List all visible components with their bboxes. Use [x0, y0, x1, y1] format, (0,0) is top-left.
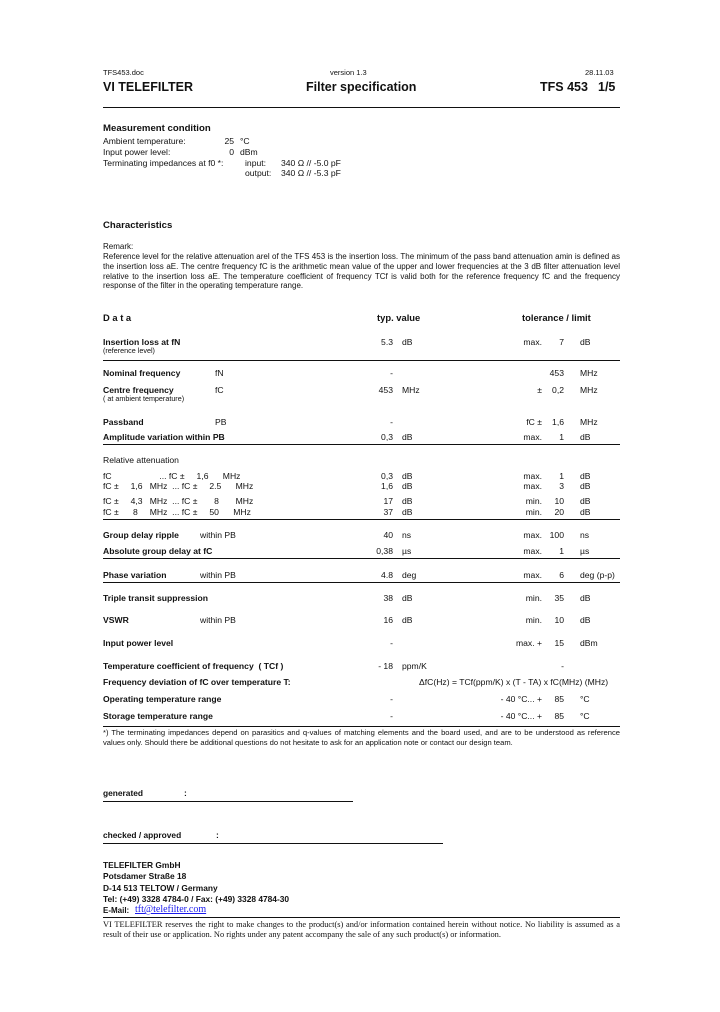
row-typ-value: 453 — [378, 385, 393, 395]
ambient-unit: °C — [240, 136, 250, 146]
row-sublabel: (reference level) — [103, 346, 155, 355]
checked-label: checked / approved — [103, 830, 182, 840]
generated-signature-line — [103, 801, 353, 802]
row-tol-unit: µs — [580, 546, 590, 556]
email-link[interactable]: tft@telefilter.com — [135, 904, 207, 915]
row-tol-unit: dB — [580, 481, 591, 491]
row-tol-value: 15 — [554, 638, 564, 648]
row-tol-value: 7 — [559, 337, 564, 347]
impedance-input-value: 340 Ω // -5.0 pF — [281, 158, 341, 168]
row-typ-value: - 18 — [378, 661, 393, 671]
tolerance-header: tolerance / limit — [522, 312, 591, 323]
row-tol-unit: °C — [580, 694, 590, 704]
row-typ-value: - — [390, 368, 393, 378]
company-phone: Tel: (+49) 3328 4784-0 / Fax: (+49) 3328 4784-30 — [103, 894, 290, 904]
row-tol-value: 1,6 — [552, 417, 564, 427]
company-title: VI TELEFILTER — [103, 80, 194, 94]
row-label: Amplitude variation within PB — [103, 432, 225, 442]
row-formula: ΔfC(Hz) = TCf(ppm/K) x (T - TA) x fC(MHz) (MHz) — [419, 677, 609, 687]
row-tol-prefix: max. — [523, 481, 542, 491]
row-tol-prefix: max. — [523, 570, 542, 580]
row-label: Group delay ripple — [103, 530, 179, 540]
divider — [103, 726, 620, 727]
remark-text: Reference level for the relative attenuation arel of the TFS 453 is the insertion loss. The minimum of the pass band attenuation amin is defined as the insertion loss aE. The centre frequency fC is the arithmetic mean value of the upper and lower frequencies at the 3 dB filter attenuation level relative to the insertion loss aE. The temperature coefficient of frequency TCf is valid both for the reference frequency fC and the frequency response of the filter in the operating temperature range. — [103, 252, 620, 291]
data-header: D a t a — [103, 312, 132, 323]
row-typ-unit: µs — [402, 546, 412, 556]
row-sublabel: ( at ambient temperature) — [103, 394, 185, 403]
company-city: D-14 513 TELTOW / Germany — [103, 883, 218, 893]
divider — [103, 558, 620, 559]
version: version 1.3 — [330, 68, 367, 77]
email-label: E-Mail: — [103, 906, 130, 915]
row-tol-unit: dB — [580, 432, 591, 442]
row-label: fC ± 4,3 MHz ... fC ± 8 MHz — [103, 496, 254, 506]
row-condition: within PB — [200, 530, 236, 540]
row-typ-unit: dB — [402, 496, 413, 506]
row-typ-value: - — [390, 638, 393, 648]
ambient-label: Ambient temperature: — [103, 136, 186, 146]
row-condition: within PB — [200, 570, 236, 580]
impedance-input-label: input: — [245, 158, 267, 168]
row-tol-prefix: max. — [523, 432, 542, 442]
power-label: Input power level: — [103, 147, 171, 157]
impedance-output-label: output: — [245, 168, 272, 178]
row-tol-prefix: max. — [523, 337, 542, 347]
row-label: Input power level — [103, 638, 174, 648]
row-tol-value: 85 — [554, 694, 564, 704]
row-label: Passband — [103, 417, 144, 427]
row-tol-unit: MHz — [580, 368, 598, 378]
row-typ-unit: dB — [402, 615, 413, 625]
row-label: Triple transit suppression — [103, 593, 209, 603]
row-tol-unit: dBm — [580, 638, 598, 648]
row-tol-prefix: fC ± — [526, 417, 542, 427]
row-tol-value: 6 — [559, 570, 564, 580]
row-typ-value: - — [390, 694, 393, 704]
impedance-output-value: 340 Ω // -5.3 pF — [281, 168, 341, 178]
row-label: Absolute group delay at fC — [103, 546, 213, 556]
row-tol-unit: °C — [580, 711, 590, 721]
row-typ-unit: dB — [402, 593, 413, 603]
row-typ-value: 4.8 — [381, 570, 393, 580]
divider — [103, 917, 620, 918]
row-symbol: PB — [215, 417, 227, 427]
power-unit: dBm — [240, 147, 258, 157]
row-tol-value: 453 — [549, 368, 564, 378]
row-label: fC ± 8 MHz ... fC ± 50 MHz — [103, 507, 251, 517]
row-tol-value: 100 — [549, 530, 564, 540]
remark-label: Remark: — [103, 242, 134, 251]
row-tol-unit: dB — [580, 507, 591, 517]
row-typ-value: 40 — [383, 530, 393, 540]
row-typ-unit: dB — [402, 337, 413, 347]
generated-colon: : — [184, 788, 187, 798]
row-tol-value: 10 — [554, 496, 564, 506]
row-tol-unit: ns — [580, 530, 590, 540]
row-tol-prefix: min. — [525, 496, 542, 506]
row-tol-unit: dB — [580, 496, 591, 506]
row-typ-value: 0,38 — [376, 546, 393, 556]
row-symbol: fC — [215, 385, 224, 395]
row-label: Temperature coefficient of frequency ( TCf ) — [103, 661, 284, 671]
row-tol-value: 10 — [554, 615, 564, 625]
row-tol-unit: dB — [580, 471, 591, 481]
row-label: Centre frequency — [103, 385, 174, 395]
page-number: 1/5 — [598, 80, 616, 94]
row-tol-value: 20 — [554, 507, 564, 517]
row-typ-unit: deg — [402, 570, 417, 580]
row-typ-value: 16 — [383, 615, 393, 625]
row-typ-value: 1,6 — [381, 481, 393, 491]
row-label: fC ... fC ± 1,6 MHz — [103, 471, 241, 481]
row-tol-value: 1 — [559, 471, 564, 481]
row-label: Nominal frequency — [103, 368, 181, 378]
row-tol-prefix: min. — [525, 507, 542, 517]
row-tol-value: 85 — [554, 711, 564, 721]
disclaimer: VI TELEFILTER reserves the right to make changes to the product(s) and/or information contained herein without notice. No liability is assumed as a result of their use or application. No rights under any patent accompany the sale of any such product(s) or information. — [103, 920, 620, 939]
row-tol-value: 1 — [559, 432, 564, 442]
row-tol-prefix: max. — [523, 546, 542, 556]
generated-label: generated — [103, 788, 144, 798]
row-tol-prefix: min. — [525, 615, 542, 625]
row-label: fC ± 1,6 MHz ... fC ± 2.5 MHz — [103, 481, 254, 491]
divider — [103, 360, 620, 361]
row-tol-unit: deg (p-p) — [580, 570, 615, 580]
page-title: Filter specification — [306, 80, 417, 94]
row-typ-unit: ppm/K — [402, 661, 427, 671]
row-tol-unit: MHz — [580, 385, 598, 395]
row-tol-value: 1 — [559, 546, 564, 556]
row-typ-value: 0,3 — [381, 471, 393, 481]
divider — [103, 582, 620, 583]
row-symbol: fN — [215, 368, 224, 378]
row-tol-unit: dB — [580, 593, 591, 603]
row-tol-prefix: min. — [525, 593, 542, 603]
row-typ-value: 38 — [383, 593, 393, 603]
row-tol-prefix: max. — [523, 471, 542, 481]
row-label: Insertion loss at fN — [103, 337, 181, 347]
row-typ-unit: dB — [402, 471, 413, 481]
row-label: Operating temperature range — [103, 694, 222, 704]
divider — [103, 444, 620, 445]
row-tol-unit: MHz — [580, 417, 598, 427]
row-typ-value: 37 — [383, 507, 393, 517]
row-label: Phase variation — [103, 570, 167, 580]
row-typ-value: - — [390, 711, 393, 721]
row-typ-value: 0,3 — [381, 432, 393, 442]
row-typ-unit: dB — [402, 481, 413, 491]
power-value: 0 — [229, 147, 234, 157]
checked-colon: : — [216, 830, 219, 840]
divider — [103, 107, 620, 108]
row-tol-prefix: - 40 °C... + — [500, 711, 542, 721]
row-tol-prefix: - 40 °C... + — [500, 694, 542, 704]
row-tol-value: 3 — [559, 481, 564, 491]
file-name: TFS453.doc — [103, 68, 144, 77]
row-typ-value: 17 — [383, 496, 393, 506]
row-condition: within PB — [200, 615, 236, 625]
row-typ-value: - — [390, 417, 393, 427]
row-tol-unit: dB — [580, 615, 591, 625]
company-street: Potsdamer Straße 18 — [103, 871, 187, 881]
row-typ-value: 5.3 — [381, 337, 393, 347]
checked-signature-line — [103, 843, 443, 844]
row-typ-unit: MHz — [402, 385, 420, 395]
ambient-value: 25 — [224, 136, 234, 146]
typ-value-header: typ. value — [377, 312, 421, 323]
row-label: Frequency deviation of fC over temperature T: — [103, 677, 291, 687]
footnote: *) The terminating impedances depend on parasitics and q-values of matching elements and the board used, and are to be understood as reference values only. Should there be additional questions do not hesitate to ask for an application note or contact our design team. — [103, 728, 620, 747]
characteristics-title: Characteristics — [103, 220, 173, 231]
impedance-label: Terminating impedances at f0 *: — [103, 158, 224, 168]
row-label: VSWR — [103, 615, 129, 625]
divider — [103, 519, 620, 520]
company-name: TELEFILTER GmbH — [103, 860, 181, 870]
row-tol-prefix: max. + — [515, 638, 542, 648]
row-tol-value: 35 — [554, 593, 564, 603]
part-number: TFS 453 — [540, 80, 588, 94]
row-tol-value: 0,2 — [552, 385, 564, 395]
row-tol-prefix: max. — [523, 530, 542, 540]
date: 28.11.03 — [585, 68, 614, 77]
row-typ-unit: ns — [402, 530, 412, 540]
measurement-title: Measurement condition — [103, 123, 211, 134]
row-label: Relative attenuation — [103, 455, 179, 465]
row-typ-unit: dB — [402, 432, 413, 442]
row-label: Storage temperature range — [103, 711, 213, 721]
row-tol-value: - — [561, 661, 564, 671]
row-tol-unit: dB — [580, 337, 591, 347]
row-typ-unit: dB — [402, 507, 413, 517]
row-tol-prefix: ± — [537, 385, 542, 395]
